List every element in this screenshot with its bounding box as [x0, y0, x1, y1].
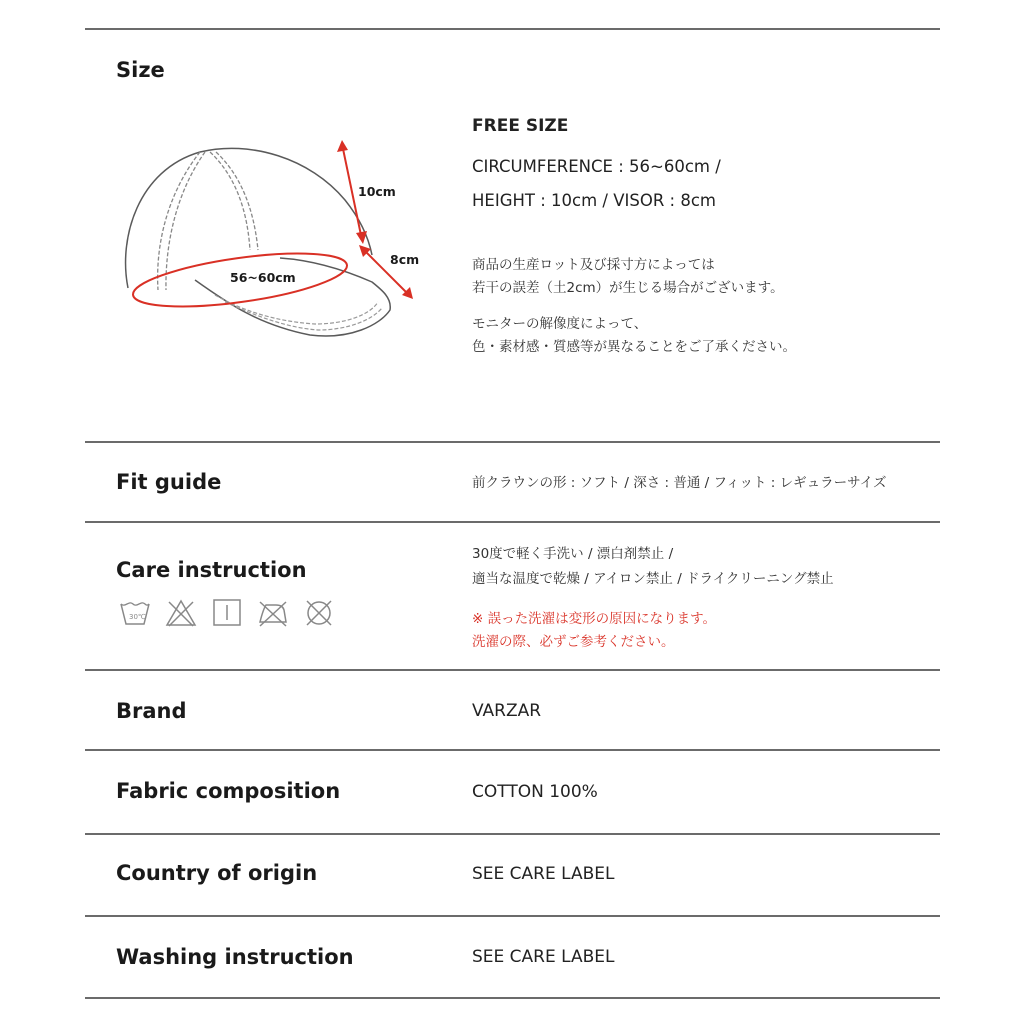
fabric-composition-value: COTTON 100%	[472, 782, 598, 802]
no-bleach-icon	[165, 598, 197, 628]
brand-label: Brand	[116, 699, 187, 723]
care-line-1: 30度で軽く手洗い / 漂白剤禁止 /	[472, 546, 674, 562]
free-size-title: FREE SIZE	[472, 116, 569, 136]
divider	[85, 28, 940, 30]
monitor-note-line-2: 色・素材感・質感等が異なることをご了承ください。	[472, 339, 796, 355]
divider	[85, 915, 940, 917]
brand-value: VARZAR	[472, 701, 542, 721]
care-line-2: 適当な温度で乾燥 / アイロン禁止 / ドライクリーニング禁止	[472, 571, 834, 587]
care-warning-line-2: 洗濯の際、必ずご参考ください。	[472, 634, 675, 650]
divider	[85, 669, 940, 671]
care-warning-line-1: ※ 誤った洗濯は変形の原因になります。	[472, 611, 717, 627]
circumference-label: 56~60cm	[230, 270, 296, 285]
washing-instruction-label: Washing instruction	[116, 945, 354, 969]
country-of-origin-label: Country of origin	[116, 861, 318, 885]
height-label: 10cm	[358, 184, 396, 199]
fabric-composition-label: Fabric composition	[116, 779, 341, 803]
divider	[85, 521, 940, 523]
measure-note-line-2: 若干の誤差（土2cm）が生じる場合がございます。	[472, 280, 784, 296]
divider	[85, 441, 940, 443]
size-heading: Size	[116, 58, 165, 82]
fit-guide-label: Fit guide	[116, 470, 222, 494]
circumference-text: CIRCUMFERENCE : 56~60cm /	[472, 157, 721, 176]
fit-guide-value: 前クラウンの形 : ソフト / 深さ : 普通 / フィット : レギュラーサイズ	[472, 475, 887, 491]
wash-temp-label: 30℃	[129, 613, 146, 621]
no-iron-icon	[256, 598, 290, 628]
drip-dry-icon	[212, 598, 242, 628]
visor-label: 8cm	[390, 252, 420, 267]
hand-wash-30-icon	[118, 598, 152, 628]
height-visor-text: HEIGHT : 10cm / VISOR : 8cm	[472, 191, 716, 210]
monitor-note-line-1: モニターの解像度によって、	[472, 316, 648, 332]
measure-note-line-1: 商品の生産ロット及び採寸方によっては	[472, 257, 715, 273]
divider	[85, 997, 940, 999]
no-dry-clean-icon	[304, 598, 334, 628]
country-of-origin-value: SEE CARE LABEL	[472, 864, 615, 884]
divider	[85, 749, 940, 751]
cap-size-diagram	[110, 130, 440, 350]
divider	[85, 833, 940, 835]
washing-instruction-value: SEE CARE LABEL	[472, 947, 615, 967]
care-instruction-label: Care instruction	[116, 558, 307, 582]
